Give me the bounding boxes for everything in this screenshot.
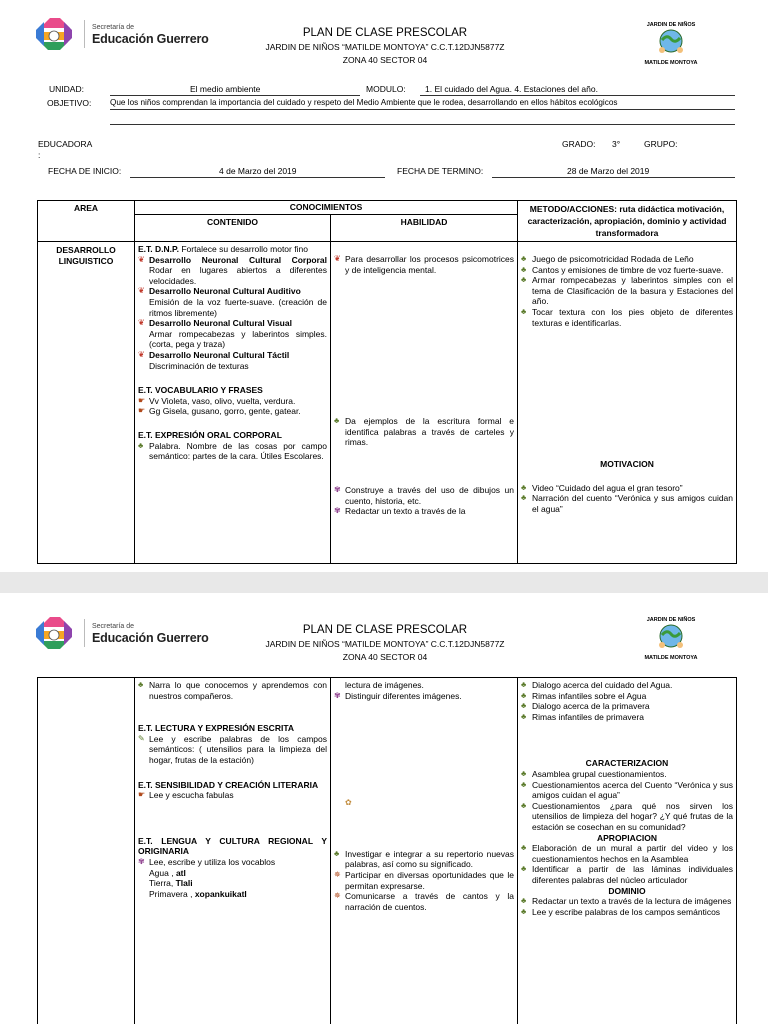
- page-header: [200, 27, 570, 65]
- caracterizacion-heading: CARACTERIZACION: [585, 758, 669, 769]
- header-contenido: CONTENIDO: [135, 215, 331, 242]
- book-icon: ♣: [521, 680, 527, 689]
- fecha-termino-underline: [492, 177, 735, 178]
- book-icon: ♣: [521, 306, 527, 316]
- hand-icon: ☛: [138, 395, 146, 405]
- heart-icon: ❦: [334, 254, 341, 263]
- book-icon: ♣: [521, 482, 527, 492]
- pencil-icon: ✎: [138, 733, 145, 743]
- star-icon: ✵: [334, 869, 341, 879]
- list-item: ♣ Investigar e integrar a su repertorio nuevas palabras, así como su significado.: [334, 848, 514, 870]
- guerrero-logo-icon: [34, 14, 74, 54]
- list-item: ❦ Para desarrollar los procesos psicomotrices y de inteligencia mental.: [334, 254, 515, 275]
- badge-top-text: JARDIN DE NIÑOS: [646, 617, 696, 623]
- area-cell: [38, 678, 135, 1024]
- book-icon: ♣: [521, 264, 527, 274]
- list-item: ♣ Video “Cuidado del agua el gran tesoro”: [521, 482, 683, 493]
- book-icon: ♣: [521, 768, 527, 778]
- page-2: [0, 593, 768, 1024]
- contenido-cell: [135, 678, 331, 1024]
- list-item: lectura de imágenes.: [345, 680, 424, 690]
- objetivo-underline-2: [110, 124, 735, 125]
- logo-separator: [84, 20, 85, 48]
- star-icon: ✵: [334, 891, 341, 901]
- plan-table-1: [37, 200, 737, 564]
- dominio-heading: DOMINIO: [608, 885, 646, 896]
- educadora-label: EDUCADORA: [38, 139, 93, 149]
- list-item: ❦ Desarrollo Neuronal Cultural Táctil Discriminación de texturas: [138, 349, 290, 371]
- page-header: [200, 624, 570, 662]
- page-title: PLAN DE CLASE PRESCOLAR: [302, 624, 468, 636]
- badge-bottom-text: MATILDE MONTOYA: [644, 60, 698, 66]
- book-icon: ♣: [521, 493, 527, 503]
- plan-table-2: [37, 677, 737, 1024]
- hand-icon: ☛: [138, 406, 146, 416]
- school-badge-icon: [640, 16, 702, 70]
- school-zone: ZONA 40 SECTOR 04: [342, 652, 428, 662]
- list-item: ♣ Elaboración de un mural a partir del video y los cuestionamientos hechos en la Asamblea: [521, 843, 733, 864]
- fecha-termino-value: 28 de Marzo del 2019: [567, 166, 650, 176]
- list-item: ✵ Comunicarse a través de cantos y la narración de cuentos.: [334, 891, 514, 912]
- unidad-value: El medio ambiente: [190, 84, 261, 94]
- list-item: ✎ Lee y escribe palabras de los campos semánticos: ( utensilios para la limpieza del hogar, frutas de la estación): [138, 733, 327, 765]
- list-item: ♣ Da ejemplos de la escritura formal e identifica palabras a través de carteles y rimas.: [334, 416, 515, 448]
- habilidad-cell: [331, 242, 518, 564]
- educadora-colon: :: [38, 150, 41, 160]
- objetivo-value: Que los niños comprendan la importancia del cuidado y respeto del Medio Ambiente que le rodea, desarrollando en ellos hábitos ecológicos: [110, 98, 618, 107]
- list-item: ♣ Cantos y emisiones de timbre de voz fuerte-suave.: [521, 264, 724, 275]
- list-item: ♣ Narra lo que conocemos y aprendemos con nuestros compañeros.: [138, 680, 327, 701]
- header-area: AREA: [38, 201, 135, 242]
- et-vocabulario: E.T. VOCABULARIO Y FRASES: [138, 385, 263, 396]
- school-zone: ZONA 40 SECTOR 04: [342, 55, 428, 65]
- unidad-underline: [110, 95, 360, 96]
- fecha-inicio-value: 4 de Marzo del 2019: [219, 166, 297, 176]
- logo-separator: [84, 619, 85, 647]
- et-expresion-oral: E.T. EXPRESIÓN ORAL CORPORAL: [138, 429, 282, 440]
- list-item: ♣ Identificar a partir de las láminas individuales diferentes palabras del núcleo articulador: [521, 864, 733, 885]
- list-item: ♣ Rimas infantiles sobre el Agua: [521, 690, 647, 701]
- flower-icon: ✾: [334, 506, 341, 516]
- list-item: ♣ Asamblea grupal cuestionamientos.: [521, 768, 667, 779]
- book-icon: ♣: [138, 440, 144, 450]
- heart-icon: ❦: [138, 286, 145, 296]
- book-icon: ♣: [334, 848, 340, 858]
- badge-bottom-text: MATILDE MONTOYA: [644, 655, 698, 661]
- heart-icon: ❦: [138, 254, 145, 264]
- guerrero-logo-icon: [34, 613, 74, 653]
- list-item: ♣ Palabra. Nombre de las cosas por campo semántico: partes de la cara. Útiles Escolares.: [138, 440, 327, 462]
- contenido-cell: [135, 242, 331, 564]
- hand-icon: ☛: [138, 790, 146, 800]
- book-icon: ♣: [521, 254, 527, 263]
- list-item: ♣ Cuestionamientos acerca del Cuento “Verónica y sus amigos cuidan el agua”: [521, 779, 733, 801]
- habilidad-cell: [331, 678, 518, 1024]
- grado-value: 3°: [612, 139, 621, 149]
- vocablo-tierra: Tierra, Tlali: [149, 878, 193, 889]
- list-item: ❦ Desarrollo Neuronal Cultural Auditivo Emisión de la voz fuerte-suave. (creación de ritmos libremente): [138, 286, 327, 318]
- flower-icon: ✾: [334, 690, 341, 700]
- header-habilidad: HABILIDAD: [331, 215, 518, 242]
- vocablo-primavera: Primavera , xopankuikatl: [149, 888, 247, 899]
- book-icon: ♣: [521, 906, 527, 916]
- heart-icon: ❦: [138, 318, 145, 328]
- metodo-cell: [518, 678, 737, 1024]
- book-icon: ♣: [521, 800, 527, 810]
- fecha-inicio-underline: [130, 177, 385, 178]
- et-sensibilidad: E.T. SENSIBILIDAD Y CREACIÓN LITERARIA: [138, 779, 319, 790]
- fecha-termino-label: FECHA DE TERMINO:: [397, 166, 484, 176]
- modulo-underline: [420, 95, 735, 96]
- badge-top-text: JARDIN DE NIÑOS: [646, 22, 696, 28]
- list-item: ✾ Distinguir diferentes imágenes.: [334, 690, 462, 701]
- school-name: JARDIN DE NIÑOS “MATILDE MONTOYA” C.C.T.12DJN5877Z: [265, 639, 505, 649]
- objetivo-underline-1: [110, 109, 735, 110]
- page-title: PLAN DE CLASE PRESCOLAR: [302, 27, 468, 39]
- book-icon: ♣: [138, 680, 144, 689]
- book-icon: ♣: [521, 896, 527, 906]
- school-badge-icon: [640, 611, 702, 665]
- list-item: ☛ Lee y escucha fabulas: [138, 790, 234, 801]
- metodo-cell: [518, 242, 737, 564]
- list-item: ♣ Dialogo acerca de la primavera: [521, 701, 650, 712]
- unidad-label: UNIDAD:: [49, 84, 84, 94]
- et-dnp: E.T. D.N.P. Fortalece su desarrollo motor fino: [138, 244, 308, 254]
- book-icon: ♣: [521, 690, 527, 700]
- flower-icon: ✾: [334, 484, 341, 494]
- book-icon: ♣: [521, 711, 527, 721]
- list-item: ✾ Lee, escribe y utiliza los vocablos: [138, 856, 276, 867]
- header-metodo: METODO/ACCIONES: ruta didáctica motivación, caracterización, apropiación, dominio y actividad transformadora: [518, 201, 737, 242]
- book-icon: ♣: [521, 843, 527, 853]
- list-item: ♣ Armar rompecabezas y laberintos simples con el tema de Clasificación de la basura y Estaciones del año.: [521, 275, 734, 307]
- motivacion-heading: MOTIVACION: [600, 459, 654, 470]
- list-item: ✵ Participar en diversas oportunidades que le permitan expresarse.: [334, 869, 514, 891]
- list-item: ♣ Lee y escribe palabras de los campos semánticos: [521, 906, 721, 917]
- school-name: JARDIN DE NIÑOS “MATILDE MONTOYA” C.C.T.12DJN5877Z: [265, 42, 505, 52]
- grupo-label: GRUPO:: [644, 139, 678, 149]
- et-lengua: E.T. LENGUA Y CULTURA REGIONAL Y ORIGINARIA: [138, 835, 327, 857]
- book-icon: ♣: [521, 701, 527, 711]
- book-icon: ♣: [521, 275, 527, 285]
- secretaria-big: Educación Guerrero: [92, 32, 209, 46]
- list-item: ♣ Cuestionamientos ¿para qué nos sirven los utensilios de limpieza del hogar? ¿Y qué frutas de la estación se cosechan en su comunidad?: [521, 800, 733, 832]
- objetivo-label: OBJETIVO:: [47, 98, 92, 108]
- secretaria-small: Secretaría de: [92, 24, 135, 31]
- book-icon: ♣: [521, 779, 527, 789]
- list-item: ♣ Redactar un texto a través de la lectura de imágenes: [521, 896, 732, 907]
- apropiacion-heading: APROPIACION: [597, 832, 657, 843]
- secretaria-big: Educación Guerrero: [92, 631, 209, 645]
- heart-icon: ❦: [138, 349, 145, 359]
- list-item: ✾ Redactar un texto a través de la: [334, 506, 466, 517]
- modulo-label: MODULO:: [366, 84, 406, 94]
- list-item: ♣ Tocar textura con los pies objeto de diferentes texturas e identificarlas.: [521, 306, 734, 328]
- modulo-value: 1. El cuidado del Agua. 4. Estaciones del año.: [425, 84, 598, 94]
- list-item: ♣ Narración del cuento “Verónica y sus amigos cuidan el agua”: [521, 493, 734, 514]
- flower-icon: ✿: [345, 798, 352, 808]
- list-item: ❦ Desarrollo Neuronal Cultural Corporal Rodar en lugares abiertos a diferentes velocidades.: [138, 254, 327, 286]
- list-item: ♣ Juego de psicomotricidad Rodada de Leño: [521, 254, 694, 264]
- et-lectura: E.T. LECTURA Y EXPRESIÓN ESCRITA: [138, 723, 295, 734]
- area-cell: DESARROLLO LINGUISTICO: [38, 242, 135, 564]
- secretaria-small: Secretaría de: [92, 623, 135, 630]
- grado-label: GRADO:: [562, 139, 596, 149]
- flower-icon: ✾: [138, 856, 145, 866]
- list-item: ☛ Gg Gisela, gusano, gorro, gente, gatear.: [138, 406, 301, 417]
- vocablo-agua: Agua , atl: [149, 867, 186, 878]
- book-icon: ♣: [334, 416, 340, 426]
- fecha-inicio-label: FECHA DE INICIO:: [48, 166, 122, 176]
- list-item: ✾ Construye a través del uso de dibujos un cuento, historia, etc.: [334, 484, 515, 506]
- list-item: ♣ Rimas infantiles de primavera: [521, 711, 644, 722]
- list-item: ♣ Dialogo acerca del cuidado del Agua.: [521, 680, 673, 690]
- book-icon: ♣: [521, 864, 527, 874]
- list-item: ☛ Vv Violeta, vaso, olivo, vuelta, verdura.: [138, 395, 296, 406]
- list-item: ❦ Desarrollo Neuronal Cultural Visual Armar rompecabezas y laberintos simples. (corta, pega y traza): [138, 318, 327, 350]
- header-conocimientos: CONOCIMIENTOS: [135, 201, 518, 215]
